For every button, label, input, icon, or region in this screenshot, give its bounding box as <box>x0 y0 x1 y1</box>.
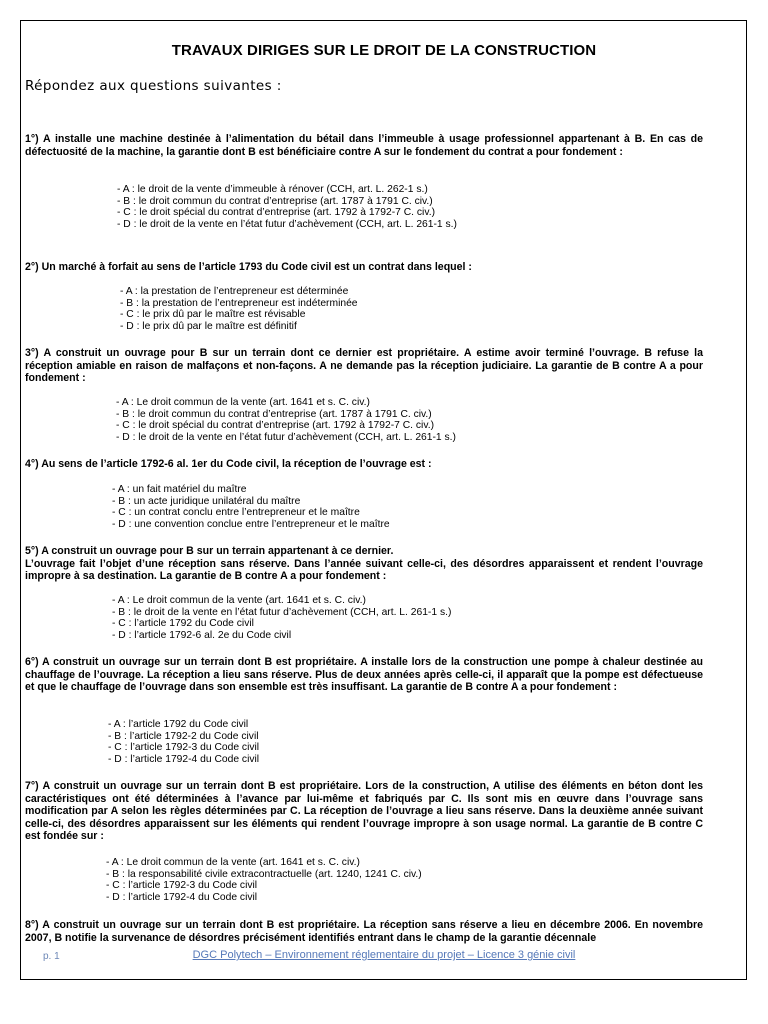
option-a: - A : un fait matériel du maître <box>112 484 247 495</box>
question-6 <box>25 656 703 694</box>
intro-text: Répondez aux questions suivantes : <box>25 78 282 94</box>
option-b: - B : l’article 1792-2 du Code civil <box>108 730 259 742</box>
options-7 <box>106 857 422 903</box>
options-2 <box>120 286 358 332</box>
option-a: - A : l’article 1792 du Code civil <box>108 719 249 730</box>
option-a: - A : la prestation de l’entrepreneur est déterminée <box>120 286 349 297</box>
footer-text: DGC Polytech – Environnement réglementaire du projet – Licence 3 génie civil <box>192 949 576 961</box>
question-text: 4°) Au sens de l’article 1792-6 al. 1er du Code civil, la réception de l’ouvrage est : <box>25 458 432 470</box>
option-c: - C : le droit spécial du contrat d’entreprise (art. 1792 à 1792-7 C. civ.) <box>117 207 436 218</box>
option-b: - B : la prestation de l’entrepreneur est indéterminée <box>120 297 358 309</box>
question-2 <box>25 261 703 274</box>
option-c: - C : le droit spécial du contrat d’entreprise (art. 1792 à 1792-7 C. civ.) <box>116 420 435 431</box>
question-1 <box>25 133 703 158</box>
option-b: - B : un acte juridique unilatéral du maître <box>112 495 301 507</box>
question-3 <box>25 347 703 385</box>
option-d: - D : l’article 1792-4 du Code civil <box>108 753 260 765</box>
question-text: 6°) A construit un ouvrage sur un terrain dont B est propriétaire. A installe lors de la construction une pompe à chaleur destinée au chauffage de l’ouvrage. La réception a lieu sans réserve. Plus de deux années après celle-ci, il apparaît que la pompe est défectueuse et que le chauffage de l’ouvrage dans son ensemble est très insuffisant. La garantie de B contre A a pour fondement : <box>25 656 703 694</box>
option-d: - D : le prix dû par le maître est définitif <box>120 320 297 332</box>
option-d: - D : l’article 1792-6 al. 2e du Code civil <box>112 629 292 641</box>
option-a: - A : Le droit commun de la vente (art. 1641 et s. C. civ.) <box>116 397 370 408</box>
option-d: - D : l’article 1792-4 du Code civil <box>106 891 258 903</box>
question-text: 8°) A construit un ouvrage sur un terrain dont B est propriétaire. La réception sans réserve a lieu en décembre 2006. En novembre 2007, B notifie la survenance de désordres précisément identifiés entrant dans le champ de la garantie décennale <box>25 919 703 944</box>
option-b: - B : le droit commun du contrat d’entreprise (art. 1787 à 1791 C. civ.) <box>117 195 433 207</box>
option-a: - A : Le droit commun de la vente (art. 1641 et s. C. civ.) <box>106 857 360 868</box>
option-a: - A : le droit de la vente d’immeuble à rénover (CCH, art. L. 262-1 s.) <box>117 184 428 195</box>
options-6 <box>108 719 259 765</box>
option-b: - B : le droit de la vente en l’état futur d’achèvement (CCH, art. L. 261-1 s.) <box>112 606 452 618</box>
question-7 <box>25 780 703 843</box>
options-1 <box>117 184 457 230</box>
option-a: - A : Le droit commun de la vente (art. 1641 et s. C. civ.) <box>112 595 366 606</box>
document-title: TRAVAUX DIRIGES SUR LE DROIT DE LA CONSTRUCTION <box>171 42 597 59</box>
options-5 <box>112 595 451 641</box>
question-text-line-2: L’ouvrage fait l’objet d’une réception sans réserve. Dans l’année suivant celle-ci, des désordres apparaissent et rendent l’ouvrage impropre à sa destination. La garantie de B contre A a pour fondement : <box>25 557 703 583</box>
question-text: 3°) A construit un ouvrage pour B sur un terrain dont ce dernier est propriétaire. A estime avoir terminé l’ouvrage. B refuse la réception amiable en raison de malfaçons et non-façons. A ne demande pas la réception judiciaire. La garantie de B contre A a pour fondement : <box>25 347 703 385</box>
option-c: - C : l’article 1792-3 du Code civil <box>106 880 258 891</box>
option-d: - D : le droit de la vente en l’état futur d’achèvement (CCH, art. L. 261-1 s.) <box>117 218 457 230</box>
options-4 <box>112 484 390 530</box>
option-c: - C : l’article 1792-3 du Code civil <box>108 742 260 753</box>
question-text: 2°) Un marché à forfait au sens de l’article 1793 du Code civil est un contrat dans lequel : <box>25 261 472 273</box>
option-c: - C : le prix dû par le maître est révisable <box>120 309 306 320</box>
option-c: - C : l’article 1792 du Code civil <box>112 618 254 629</box>
question-4 <box>25 458 703 471</box>
question-text-line-1: 5°) A construit un ouvrage pour B sur un terrain appartenant à ce dernier. <box>25 545 394 557</box>
options-3 <box>116 397 456 443</box>
option-b: - B : la responsabilité civile extracontractuelle (art. 1240, 1241 C. civ.) <box>106 868 422 880</box>
question-text: 7°) A construit un ouvrage sur un terrain dont B est propriétaire. Lors de la construction, A utilise des éléments en béton dont les caractéristiques ont été déterminées à l’avance par lui-même et fabriqués par C. Ils sont mis en œuvre dans l’ouvrage sans modification par A selon les règles déterminées par C. La réception de l’ouvrage a lieu sans réserve. Dans la deuxième année suivant celle-ci, des désordres apparaissent sur les éléments qui rendent l’ouvrage impropre à son usage normal. La garantie de B contre C est fondée sur : <box>25 780 703 843</box>
question-5 <box>25 545 703 583</box>
question-text: 1°) A installe une machine destinée à l’alimentation du bétail dans l’immeuble à usage professionnel appartenant à B. En cas de défectuosité de la machine, la garantie dont B est bénéficiaire contre A sur le fondement du contrat a pour fondement : <box>25 133 703 158</box>
option-d: - D : le droit de la vente en l’état futur d’achèvement (CCH, art. L. 261-1 s.) <box>116 431 456 443</box>
question-8 <box>25 919 703 944</box>
page-number: p. 1 <box>43 951 60 962</box>
option-c: - C : un contrat conclu entre l’entrepreneur et le maître <box>112 507 360 518</box>
option-b: - B : le droit commun du contrat d’entreprise (art. 1787 à 1791 C. civ.) <box>116 408 432 420</box>
option-d: - D : une convention conclue entre l’entrepreneur et le maître <box>112 518 390 530</box>
